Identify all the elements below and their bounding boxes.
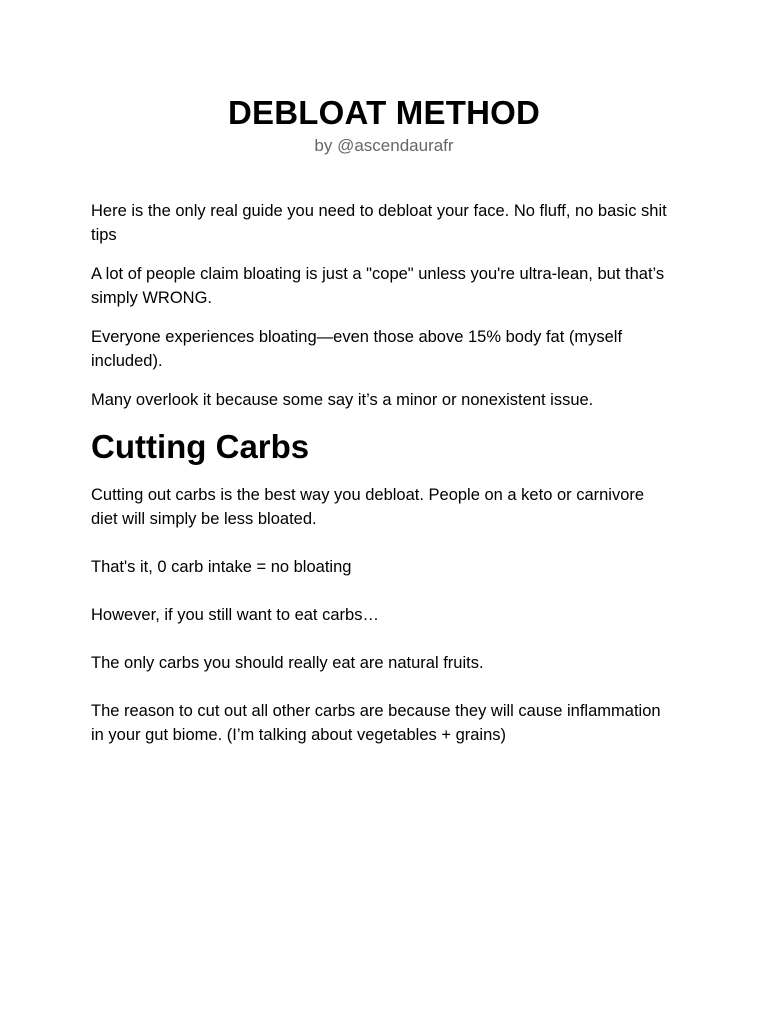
section-heading: Cutting Carbs: [91, 428, 310, 465]
intro-paragraph: Everyone experiences bloating—even those above 15% body fat (myself included).: [91, 328, 623, 370]
section-paragraph: The only carbs you should really eat are natural fruits.: [91, 654, 484, 672]
document-title: DEBLOAT METHOD: [228, 94, 540, 131]
section-paragraph: However, if you still want to eat carbs…: [91, 606, 379, 624]
author-byline: by @ascendaurafr: [314, 136, 454, 155]
section-body: [91, 483, 677, 747]
intro-paragraph: A lot of people claim bloating is just a "cope" unless you're ultra-lean, but that’s simply WRONG.: [91, 265, 665, 307]
section-paragraph: That's it, 0 carb intake = no bloating: [91, 558, 352, 576]
section-paragraph: Cutting out carbs is the best way you debloat. People on a keto or carnivore diet will simply be less bloated.: [91, 486, 645, 528]
intro-section: [91, 199, 677, 412]
intro-paragraph: Many overlook it because some say it’s a minor or nonexistent issue.: [91, 391, 594, 409]
section-paragraph: The reason to cut out all other carbs are because they will cause inflammation in your gut biome. (I’m talking about vegetables + grains): [91, 702, 661, 744]
intro-paragraph: Here is the only real guide you need to debloat your face. No fluff, no basic shit tips: [91, 202, 667, 244]
